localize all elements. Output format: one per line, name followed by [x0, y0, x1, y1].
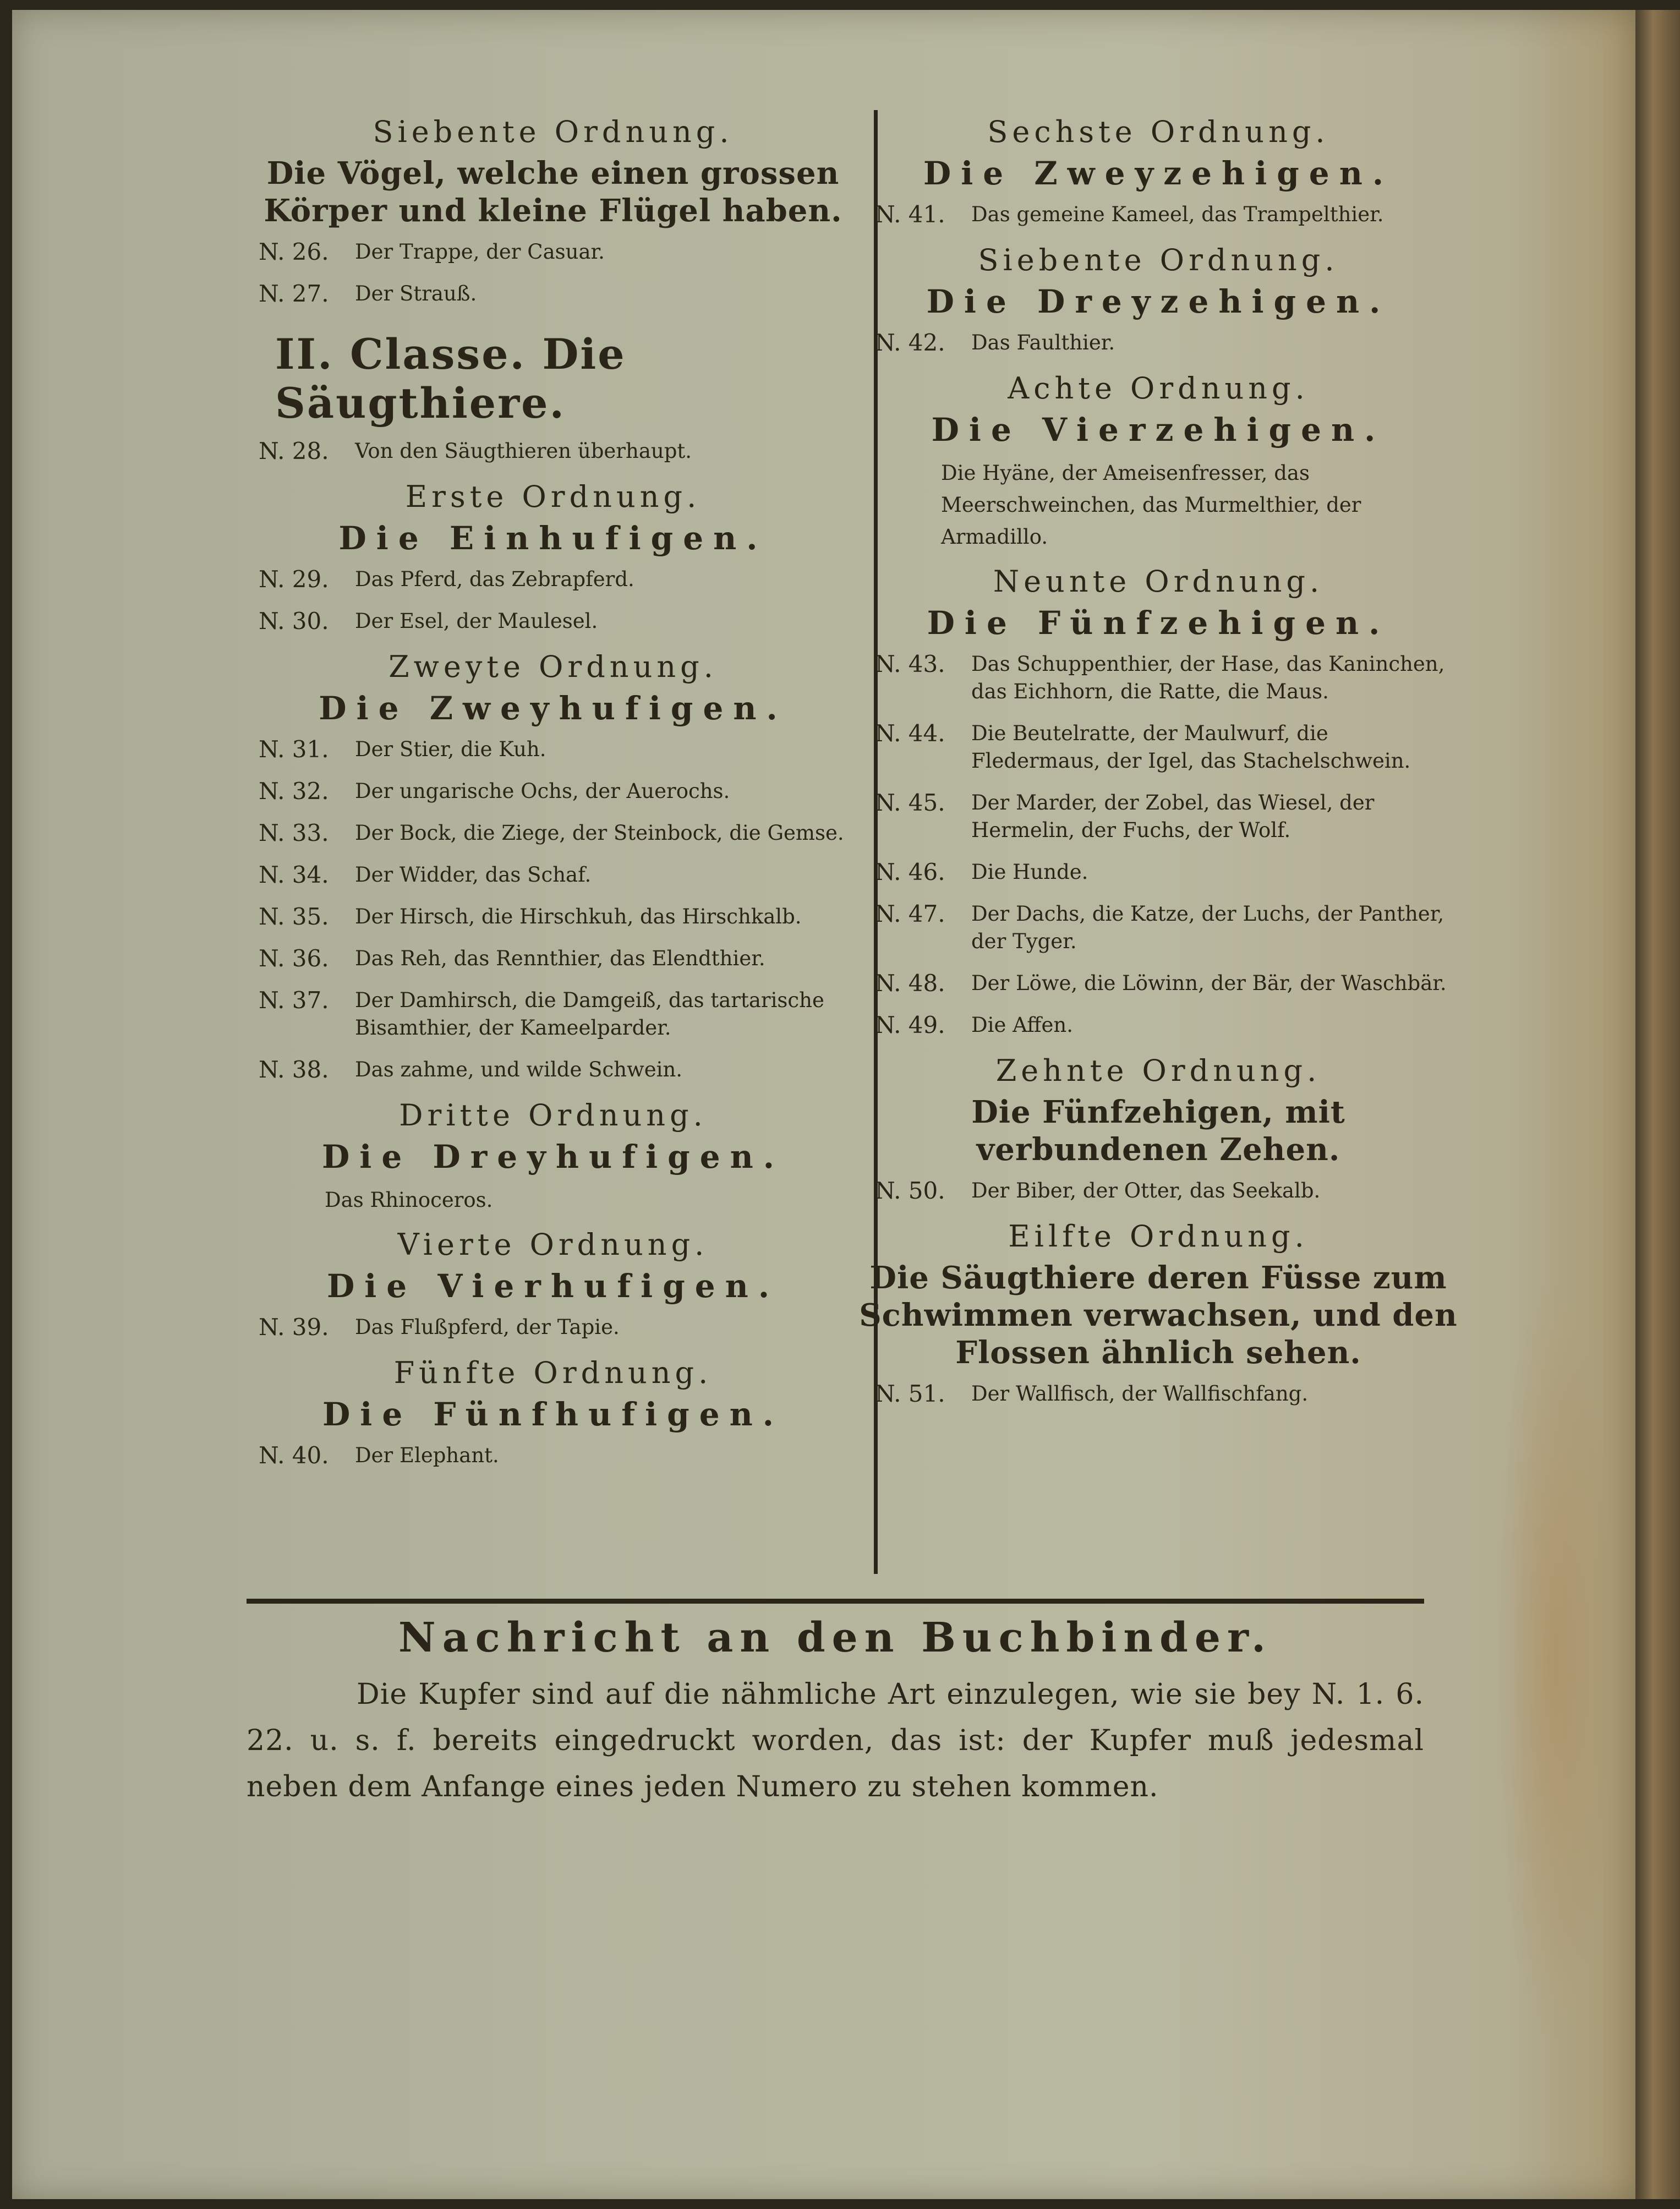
- group-heading: Die Säugthiere deren Füsse zum Schwimmen verwachsen, und den Flossen ähnlich sehen.: [859, 1260, 1458, 1371]
- horizontal-rule: [247, 1599, 1424, 1604]
- entry-text: Das zahme, und wilde Schwein.: [355, 1058, 683, 1081]
- entry-text: Der Marder, der Zobel, das Wiesel, der Hermelin, der Fuchs, der Wolf.: [971, 791, 1375, 842]
- entry-number: N. 46.: [875, 859, 945, 885]
- entry-number: N. 29.: [259, 566, 329, 593]
- entry-number: N. 34.: [259, 861, 329, 888]
- entry-text: Das Pferd, das Zebrapferd.: [355, 567, 634, 591]
- entry-text: Der Elephant.: [355, 1443, 499, 1467]
- entry-text: Von den Säugthieren überhaupt.: [355, 439, 692, 463]
- entry-text: Der Trappe, der Casuar.: [355, 240, 605, 264]
- entry: [875, 650, 1458, 706]
- order-heading: Dritte Ordnung.: [399, 1098, 707, 1133]
- entry: [259, 608, 864, 635]
- entry-number: N. 33.: [259, 819, 329, 846]
- entry: [259, 1442, 864, 1469]
- entry: [875, 201, 1458, 228]
- entry: [875, 329, 1458, 357]
- entry-number: N. 42.: [875, 329, 945, 356]
- order-heading: Zweyte Ordnung.: [388, 649, 718, 684]
- entry-number: N. 51.: [875, 1380, 945, 1407]
- entry: [259, 280, 864, 308]
- entry-number: N. 48.: [875, 970, 945, 997]
- order-heading: Vierte Ordnung.: [397, 1227, 709, 1262]
- entry-number: N. 27.: [259, 280, 329, 307]
- entry-text: Das Rhinoceros.: [325, 1188, 493, 1212]
- right-column: [858, 105, 1458, 1422]
- entry-text: Der ungarische Ochs, der Auerochs.: [355, 779, 730, 803]
- entry: [875, 1177, 1458, 1205]
- entry: [875, 789, 1458, 844]
- entry-text: Der Dachs, die Katze, der Luchs, der Panther, der Tyger.: [971, 902, 1444, 953]
- group-heading: Die Vierhufigen.: [326, 1267, 780, 1305]
- entry-number: N. 32.: [259, 778, 329, 805]
- book-spine-edge: [1635, 10, 1680, 2199]
- entry: [259, 1314, 864, 1341]
- group-heading: Die Dreyzehigen.: [926, 283, 1391, 320]
- entry-text: Der Esel, der Maulesel.: [355, 609, 598, 633]
- entry-number: N. 50.: [875, 1177, 945, 1204]
- entry-number: N. 44.: [875, 720, 945, 747]
- entry-number: N. 31.: [259, 736, 329, 763]
- group-heading: Die Fünfzehigen.: [927, 604, 1390, 642]
- order-heading: Eilfte Ordnung.: [1008, 1219, 1309, 1254]
- entry-text: Das Flußpferd, der Tapie.: [355, 1315, 620, 1339]
- order-heading: Neunte Ordnung.: [993, 564, 1324, 599]
- order-heading: Erste Ordnung.: [405, 479, 701, 514]
- entry-text: Das Faulthier.: [971, 331, 1115, 354]
- entry: [259, 566, 864, 593]
- entry-number: N. 30.: [259, 608, 329, 635]
- entry-number: N. 45.: [875, 789, 945, 816]
- group-heading: Die Zweyzehigen.: [923, 155, 1394, 192]
- entry-text: Der Wallfisch, der Wallfischfang.: [971, 1382, 1309, 1406]
- entry-number: N. 43.: [875, 650, 945, 677]
- group-heading: Die Einhufigen.: [338, 520, 768, 557]
- entry-number: N. 41.: [875, 201, 945, 228]
- entry-number: N. 49.: [875, 1011, 945, 1038]
- entry-text: Das Schuppenthier, der Hase, das Kaninchen, das Eichhorn, die Ratte, die Maus.: [971, 652, 1445, 703]
- order-heading: Zehnte Ordnung.: [995, 1053, 1321, 1088]
- entry-text: Das Reh, das Rennthier, das Elendthier.: [355, 947, 765, 970]
- entry: [259, 987, 864, 1042]
- group-heading: Die Fünfzehigen, mit verbundenen Zehen.: [971, 1094, 1345, 1168]
- entry-text: Der Bock, die Ziege, der Steinbock, die Gemse.: [355, 821, 844, 845]
- entry-text: Die Hunde.: [971, 860, 1088, 884]
- entry-text: Die Affen.: [971, 1013, 1073, 1037]
- entry: [259, 1056, 864, 1084]
- entry-text: Der Hirsch, die Hirschkuh, das Hirschkalb.: [355, 905, 802, 928]
- order-heading: Siebente Ordnung.: [978, 243, 1339, 277]
- entry-number: N. 39.: [259, 1314, 329, 1341]
- group-heading: Die Vierzehigen.: [931, 411, 1386, 449]
- entry: [875, 859, 1458, 886]
- entry-number: N. 35.: [259, 903, 329, 930]
- group-heading: Die Dreyhufigen.: [321, 1138, 785, 1175]
- entry: [875, 1011, 1458, 1039]
- entry-number: N. 28.: [259, 438, 329, 464]
- entry-text: Die Hyäne, der Ameisenfresser, das Meerschweinchen, das Murmelthier, der Armadillo.: [941, 461, 1361, 549]
- notice-title: Nachricht an den Buchbinder.: [398, 1614, 1272, 1661]
- entry-number: N. 37.: [259, 987, 329, 1014]
- entry-text: Der Löwe, die Löwinn, der Bär, der Waschbär.: [971, 971, 1447, 995]
- left-column: [242, 105, 864, 1484]
- order-heading: Fünfte Ordnung.: [393, 1355, 713, 1390]
- entry-number: N. 26.: [259, 238, 329, 265]
- entry: [259, 438, 864, 465]
- entry-text: Das gemeine Kameel, das Trampelthier.: [971, 203, 1384, 226]
- entry: [875, 1380, 1458, 1408]
- entry-number: N. 38.: [259, 1056, 329, 1083]
- entry-text: Der Widder, das Schaf.: [355, 863, 592, 887]
- binder-notice: [247, 1610, 1424, 1810]
- entry-text: Der Strauß.: [355, 282, 477, 305]
- entry: [259, 903, 864, 931]
- entry: [875, 970, 1458, 997]
- entry: [259, 945, 864, 972]
- entry-text: Der Biber, der Otter, das Seekalb.: [971, 1179, 1321, 1202]
- group-heading: Die Vögel, welche einen grossen Körper und kleine Flügel haben.: [264, 155, 842, 229]
- entry-text: Die Beutelratte, der Maulwurf, die Fledermaus, der Igel, das Stachelschwein.: [971, 721, 1411, 773]
- entry: [875, 900, 1458, 955]
- entry: [259, 736, 864, 763]
- entry-text: Der Stier, die Kuh.: [355, 737, 546, 761]
- order-heading: Achte Ordnung.: [1008, 371, 1309, 406]
- entry-number: N. 36.: [259, 945, 329, 972]
- entry: [259, 861, 864, 889]
- entry: [259, 238, 864, 266]
- entry: [875, 720, 1458, 775]
- entry: [259, 778, 864, 805]
- entry: [259, 819, 864, 847]
- group-heading: Die Fünfhufigen.: [322, 1396, 784, 1433]
- order-heading: Siebente Ordnung.: [373, 114, 734, 149]
- entry-text: Der Damhirsch, die Damgeiß, das tartarische Bisamthier, der Kameelparder.: [355, 988, 824, 1040]
- class-heading: II. Classe. Die Säugthiere.: [275, 330, 626, 428]
- paper-stain: [1492, 1276, 1613, 2046]
- entry-number: N. 40.: [259, 1442, 329, 1469]
- entry-number: N. 47.: [875, 900, 945, 927]
- group-heading: Die Zweyhufigen.: [319, 690, 787, 727]
- notice-body: Die Kupfer sind auf die nähmliche Art einzulegen, wie sie bey N. 1. 6. 22. u. s. f. bereits eingedruckt worden, das ist: der Kupfer muß jedesmal neben dem Anfange eines jeden Numero zu stehen kommen.: [247, 1678, 1424, 1803]
- order-heading: Sechste Ordnung.: [987, 114, 1329, 149]
